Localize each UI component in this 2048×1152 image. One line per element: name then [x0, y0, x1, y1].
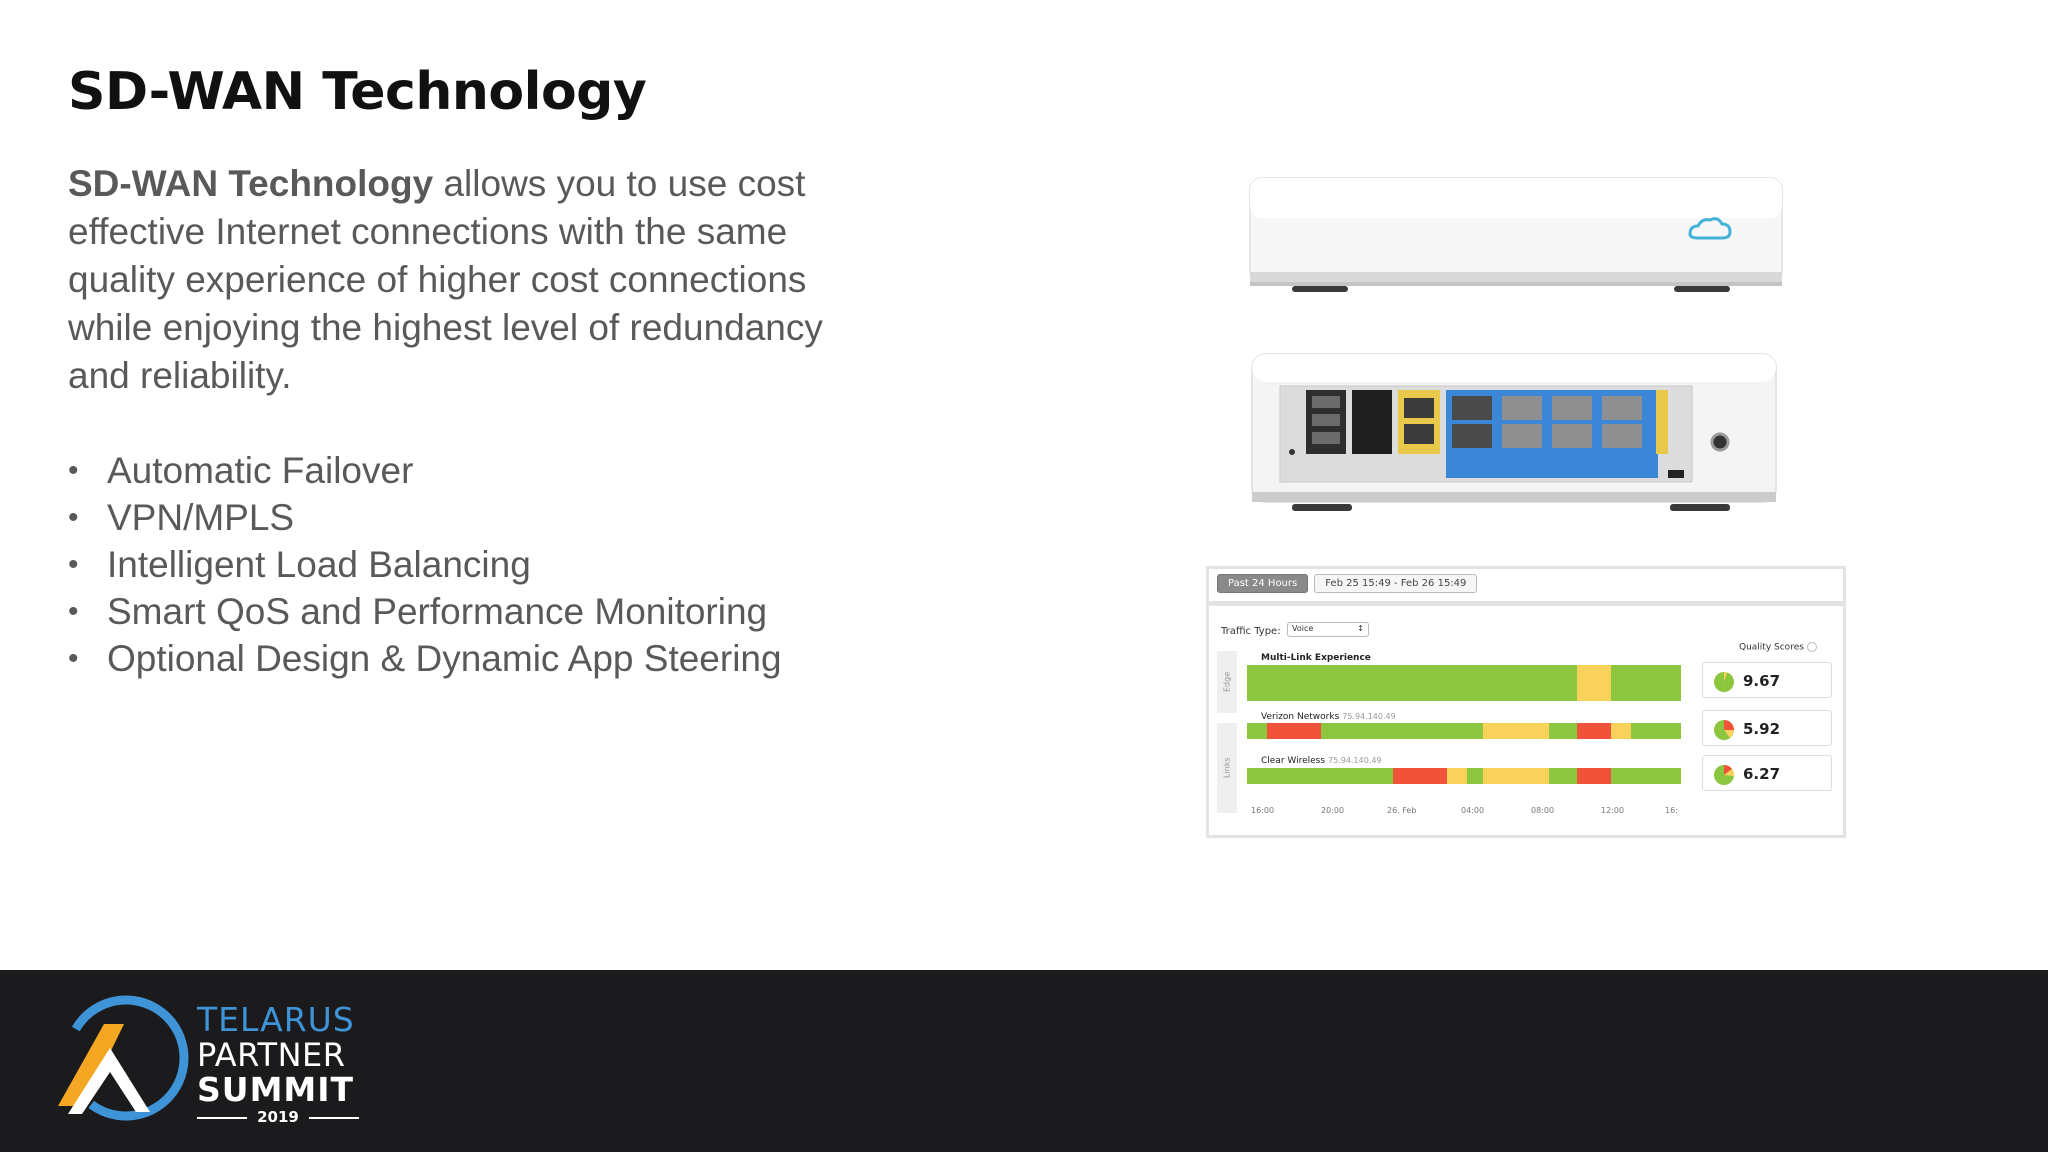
row-ip: 75.94.140.49	[1328, 756, 1382, 765]
logo-text-partner: PARTNER	[197, 1036, 346, 1074]
x-tick-label: 08:00	[1531, 806, 1555, 815]
score-pie-icon	[1713, 671, 1735, 693]
link-quality-panel	[1206, 566, 1846, 838]
power-port-icon	[1712, 434, 1728, 450]
x-tick-label: 04:00	[1461, 806, 1485, 815]
links-side-tag: Links	[1217, 723, 1237, 813]
quality-segment-fair	[1577, 665, 1611, 701]
quality-timeline-bar	[1247, 723, 1681, 739]
x-tick-label: 12:00	[1601, 806, 1625, 815]
feature-item: • Optional Design & Dynamic App Steering	[68, 635, 782, 682]
row-label-text: Multi-Link Experience	[1261, 653, 1371, 663]
quality-segment-fair	[1447, 768, 1467, 784]
logo-year: 2019	[197, 1108, 359, 1126]
row-label	[1261, 756, 1382, 766]
quality-segment-good	[1247, 665, 1577, 701]
row-label	[1261, 712, 1396, 722]
info-icon[interactable]	[1807, 642, 1817, 652]
quality-score-card	[1702, 662, 1832, 698]
x-tick-label: 20:00	[1321, 806, 1345, 815]
date-range-field[interactable]: Feb 25 15:49 - Feb 26 15:49	[1314, 574, 1477, 593]
row-label	[1261, 653, 1371, 663]
panel-divider	[1209, 601, 1843, 606]
quality-timeline-bar	[1247, 665, 1681, 701]
row-label-text: Clear Wireless	[1261, 756, 1326, 766]
footer-bar	[0, 970, 2048, 1152]
quality-segment-fair	[1611, 723, 1631, 739]
traffic-type-label: Traffic Type:	[1221, 626, 1281, 637]
quality-score-value: 9.67	[1743, 672, 1781, 690]
sdwan-device-back-image	[1250, 352, 1778, 516]
x-tick-label: 26. Feb	[1387, 806, 1417, 815]
feature-item: • VPN/MPLS	[68, 494, 782, 541]
quality-segment-poor	[1393, 768, 1447, 784]
feature-item: • Automatic Failover	[68, 447, 782, 494]
quality-scores-title-text: Quality Scores	[1739, 642, 1804, 653]
score-pie-icon	[1713, 719, 1735, 741]
edge-side-tag: Edge	[1217, 651, 1237, 713]
feature-item: • Intelligent Load Balancing	[68, 541, 782, 588]
panel-header	[1217, 574, 1477, 592]
quality-score-card	[1702, 710, 1832, 746]
reset-button-icon	[1289, 449, 1295, 455]
quality-segment-good	[1611, 665, 1681, 701]
row-ip: 75.94.140.49	[1342, 712, 1396, 721]
row-label-text: Verizon Networks	[1261, 712, 1340, 722]
intro-text: allows you to use cost effective Internet connections with the same quality experience of higher cost connections while enjoying the highest level of redundancy and reliability.	[68, 163, 823, 396]
sdwan-device-front-image	[1248, 176, 1784, 298]
quality-score-card	[1702, 755, 1832, 791]
logo-text-telarus: TELARUS	[197, 1000, 355, 1039]
quality-segment-poor	[1577, 768, 1611, 784]
score-pie-icon	[1713, 764, 1735, 786]
feature-item: • Smart QoS and Performance Monitoring	[68, 588, 782, 635]
intro-paragraph	[68, 160, 868, 400]
quality-segment-fair	[1483, 768, 1549, 784]
quality-timeline-bar	[1247, 768, 1681, 784]
quality-score-value: 6.27	[1743, 765, 1781, 783]
quality-segment-poor	[1577, 723, 1611, 739]
x-tick-label: 16:00	[1251, 806, 1275, 815]
feature-list	[68, 447, 782, 682]
quality-segment-fair	[1483, 723, 1549, 739]
traffic-type-select[interactable]	[1287, 622, 1369, 637]
logo-text-summit: SUMMIT	[197, 1070, 355, 1109]
quality-score-value: 5.92	[1743, 720, 1781, 738]
quality-segment-poor	[1267, 723, 1321, 739]
intro-bold-term: SD-WAN Technology	[68, 163, 434, 204]
telarus-logo-icon	[54, 994, 194, 1124]
traffic-type-value: Voice	[1292, 624, 1314, 633]
x-tick-label: 16:	[1665, 806, 1678, 815]
slide-title: SD-WAN Technology	[68, 62, 647, 122]
quality-scores-title	[1739, 642, 1817, 653]
chevron-down-icon: ↕	[1357, 624, 1364, 633]
range-button[interactable]: Past 24 Hours	[1217, 574, 1308, 593]
